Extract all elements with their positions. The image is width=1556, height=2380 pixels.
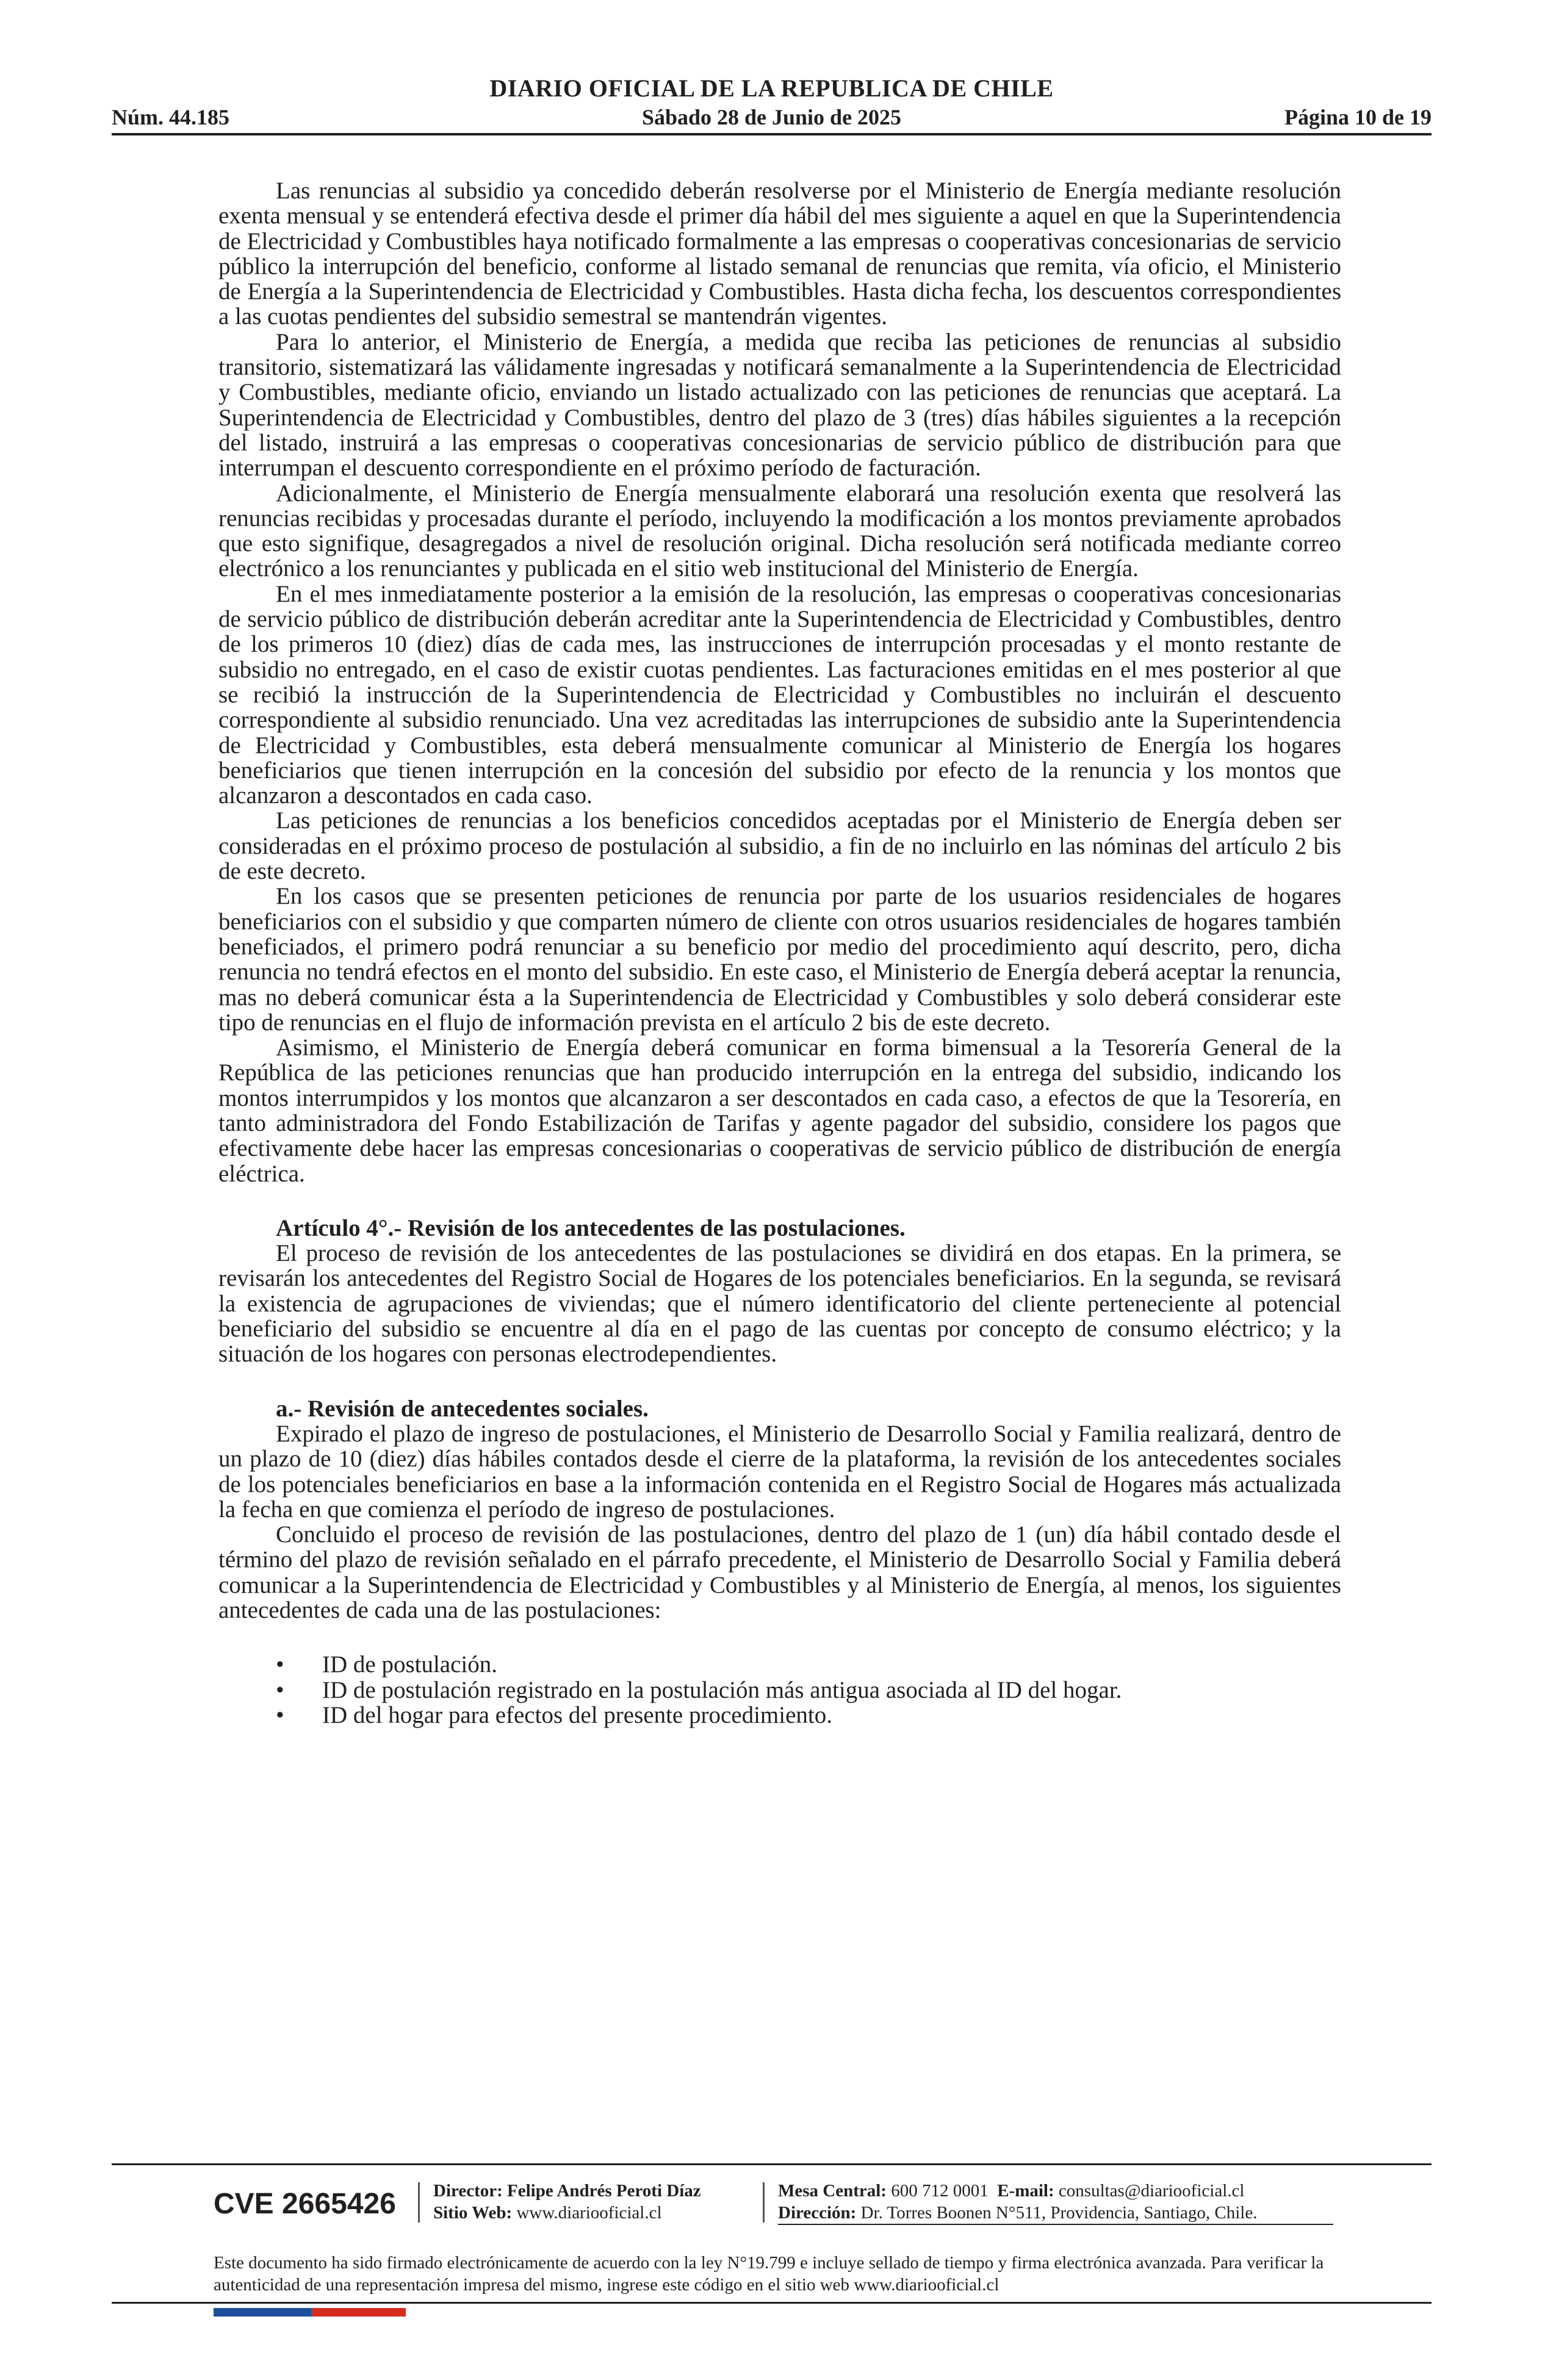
body-paragraph: Las renuncias al subsidio ya concedido deberán resolverse por el Ministerio de Energía mediante resolución exenta mensual y se entenderá efectiva desde el primer día hábil del mes siguiente a aquel en que la Superintendencia de Electricidad y Combustibles haya notificado formalmente a las empresas o cooperativas concesionarias de servicio público la interrupción del beneficio, conforme al listado semanal de renuncias que remita, vía oficio, el Ministerio de Energía a la Superintendencia de Electricidad y Combustibles. Hasta dicha fecha, los descuentos correspondientes a las cuotas pendientes del subsidio semestral se mantendrán vigentes.	[218, 178, 1341, 330]
issue-date: Sábado 28 de Junio de 2025	[641, 105, 902, 129]
footer-separator	[418, 2182, 420, 2223]
bullet-icon: •	[276, 1651, 284, 1678]
footer-bottom-divider	[112, 2302, 1432, 2304]
body-paragraph: En los casos que se presenten peticiones de renuncia por parte de los usuarios residenciales de hogares beneficiarios con el subsidio y que comparten número de cliente con otros usuarios residenciales de hogares también beneficiados, el primero podrá renunciar a su beneficio por medio del procedimiento aquí descrito, pero, dicha renuncia no tendrá efectos en el monto del subsidio. En este caso, el Ministerio de Energía deberá aceptar la renuncia, mas no deberá comunicar ésta a la Superintendencia de Electricidad y Combustibles y solo deberá considerar este tipo de renuncias en el flujo de información prevista en el artículo 2 bis de este decreto.	[218, 883, 1341, 1036]
body-paragraph: Asimismo, el Ministerio de Energía deberá comunicar en forma bimensual a la Tesorería General de la República de las peticiones renuncias que han producido interrupción en la entrega del subsidio, indicando los montos interrumpidos y los montos que alcanzaron a ser descontados en cada caso, a efectos de que la Tesorería, en tanto administradora del Fondo Estabilización de Tarifas y agente pagador del subsidio, considere los pagos que efectivamente debe hacer las empresas concesionarias o cooperativas de servicio público de distribución de energía eléctrica.	[218, 1034, 1341, 1187]
header-divider	[112, 133, 1432, 135]
section-heading: a.- Revisión de antecedentes sociales.	[276, 1395, 649, 1422]
contact-underline	[778, 2224, 1333, 2225]
page-number: Página 10 de 19	[1284, 105, 1432, 129]
footer-separator	[763, 2182, 765, 2223]
list-item: • ID del hogar para efectos del presente procedimiento.	[276, 1701, 832, 1728]
article-paragraph: El proceso de revisión de los antecedentes de las postulaciones se dividirá en dos etapas. En la primera, se revisarán los antecedentes del Registro Social de Hogares de los potenciales beneficiarios. En la segunda, se revisará la existencia de agrupaciones de viviendas; que el número identificatorio del cliente perteneciente al potencial beneficiario del subsidio se encuentre al día en el pago de las cuentas por concepto de consumo eléctrico; y la situación de los hogares con personas electrodependientes.	[218, 1240, 1341, 1368]
issue-number: Núm. 44.185	[112, 105, 230, 129]
director-info: Director: Felipe Andrés Peroti Díaz Sitio Web: www.diariooficial.cl	[433, 2181, 701, 2223]
body-paragraph: Para lo anterior, el Ministerio de Energía, a medida que reciba las peticiones de renuncias al subsidio transitorio, sistematizará las válidamente ingresadas y notificará semanalmente a la Superintendencia de Electricidad y Combustibles, mediante oficio, enviando un listado actualizado con las peticiones de renuncias que aceptará. La Superintendencia de Electricidad y Combustibles, dentro del plazo de 3 (tres) días hábiles siguientes a la recepción del listado, instruirá a las empresas o cooperativas concesionarias de servicio público de distribución para que interrumpan el descuento correspondiente en el próximo período de facturación.	[218, 328, 1341, 481]
flag-stripe-blue	[214, 2308, 311, 2317]
body-paragraph: En el mes inmediatamente posterior a la emisión de la resolución, las empresas o cooperativas concesionarias de servicio público de distribución deberán acreditar ante la Superintendencia de Electricidad y Combustibles, dentro de los primeros 10 (diez) días de cada mes, las instrucciones de interrupción procesadas y el monto restante de subsidio no entregado, en el caso de existir cuotas pendientes. Las facturaciones emitidas en el mes posterior al que se recibió la instrucción de la Superintendencia de Electricidad y Combustibles no incluirán el descuento correspondiente al subsidio renunciado. Una vez acreditadas las interrupciones de subsidio ante la Superintendencia de Electricidad y Combustibles, esta deberá mensualmente comunicar al Ministerio de Energía los hogares beneficiarios que tienen interrupción en la concesión del subsidio por efecto de la renuncia y los montos que alcanzaron a descontados en cada caso.	[218, 580, 1341, 809]
newspaper-title: DIARIO OFICIAL DE LA REPUBLICA DE CHILE	[489, 74, 1054, 102]
list-item: • ID de postulación.	[276, 1651, 498, 1678]
email-link[interactable]: consultas@diariooficial.cl	[1058, 2181, 1245, 2201]
page-footer	[214, 2180, 1373, 2229]
legal-notice: Este documento ha sido firmado electrónicamente de acuerdo con la ley N°19.799 e incluye sellado de tiempo y firma electrónica avanzada. Para verificar la autenticidad de una representación impresa del mismo, ingrese este código en el sitio web www.diariooficial.cl	[214, 2253, 1324, 2295]
page-header	[112, 74, 1432, 132]
bullet-icon: •	[276, 1676, 284, 1703]
section-paragraph: Concluido el proceso de revisión de las postulaciones, dentro del plazo de 1 (un) día hábil contado desde el término del plazo de revisión señalado en el párrafo precedente, el Ministerio de Desarrollo Social y Familia deberá comunicar a la Superintendencia de Electricidad y Combustibles y al Ministerio de Energía, al menos, los siguientes antecedentes de cada una de las postulaciones:	[218, 1521, 1341, 1624]
bullet-icon: •	[276, 1701, 284, 1728]
article-heading: Artículo 4°.- Revisión de los antecedentes de las postulaciones.	[276, 1214, 906, 1241]
footer-divider	[112, 2163, 1432, 2165]
bullet-list	[218, 1652, 1341, 1728]
body-paragraph: Las peticiones de renuncias a los beneficios concedidos aceptadas por el Ministerio de Energía deben ser consideradas en el próximo proceso de postulación al subsidio, a fin de no incluirlo en las nóminas del artículo 2 bis de este decreto.	[218, 807, 1341, 885]
cve-code: CVE 2665426	[214, 2188, 396, 2220]
section-paragraph: Expirado el plazo de ingreso de postulaciones, el Ministerio de Desarrollo Social y Familia realizará, dentro de un plazo de 10 (diez) días hábiles contados desde el cierre de la plataforma, la revisión de los antecedentes sociales de los potenciales beneficiarios en base a la información contenida en el Registro Social de Hogares más actualizada la fecha en que comienza el período de ingreso de postulaciones.	[218, 1420, 1341, 1523]
contact-info: Mesa Central: 600 712 0001 E-mail: consultas@diariooficial.cl Dirección: Dr. Torres Boonen N°511, Providencia, Santiago, Chile.	[778, 2180, 1257, 2224]
phone-number: 600 712 0001	[891, 2181, 989, 2201]
document-body	[218, 178, 1341, 1728]
director-name: Felipe Andrés Peroti Díaz	[507, 2181, 701, 2201]
list-item: • ID de postulación registrado en la postulación más antigua asociada al ID del hogar.	[276, 1676, 1122, 1703]
address: Dr. Torres Boonen N°511, Providencia, Santiago, Chile.	[860, 2203, 1258, 2223]
body-paragraph: Adicionalmente, el Ministerio de Energía mensualmente elaborará una resolución exenta que resolverá las renuncias recibidas y procesadas durante el período, incluyendo la modificación a los montos previamente aprobados que esto signifique, desagregados a nivel de resolución original. Dicha resolución será notificada mediante correo electrónico a los renunciantes y publicada en el sitio web institucional del Ministerio de Energía.	[218, 480, 1341, 582]
flag-stripe-red	[311, 2308, 406, 2317]
website-link[interactable]: www.diariooficial.cl	[516, 2203, 662, 2223]
